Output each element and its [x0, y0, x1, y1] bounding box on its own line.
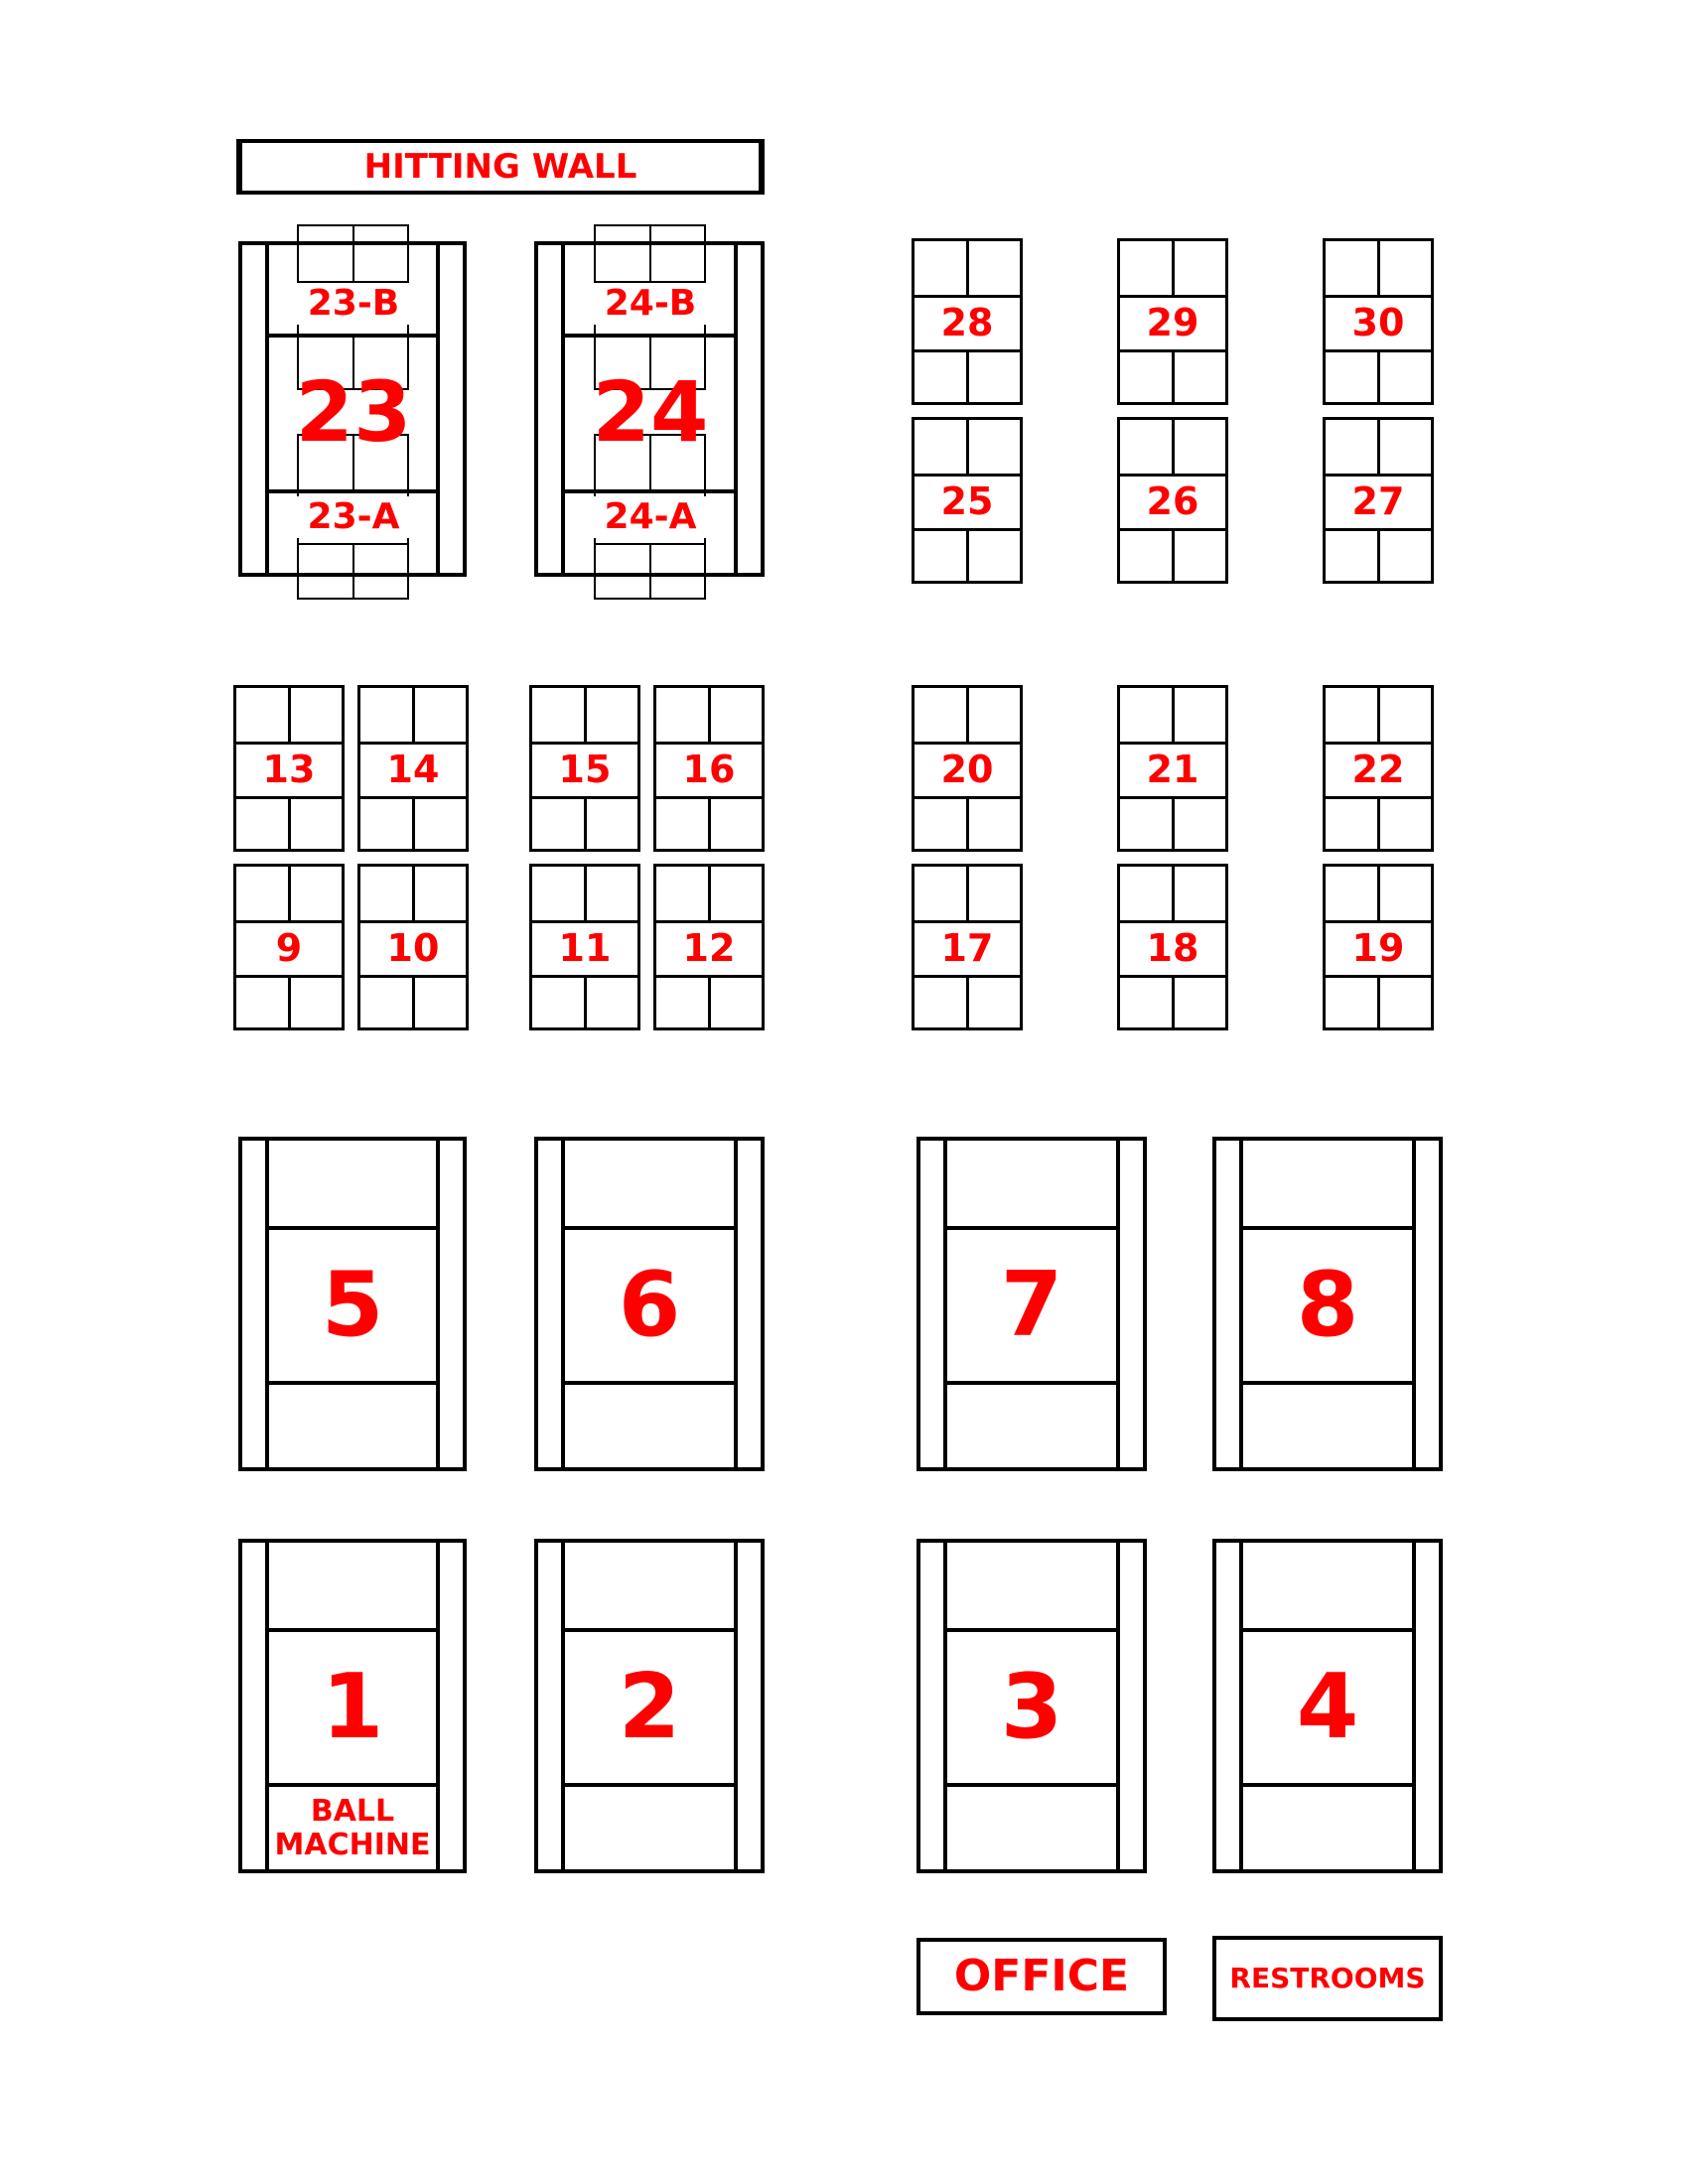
court-20-label: 20: [940, 748, 994, 791]
center-line: [1172, 977, 1175, 1030]
court-3[interactable]: [916, 1539, 1147, 1873]
court-28[interactable]: [912, 238, 1023, 405]
alley-right: [734, 1141, 761, 1467]
court-3-label: 3: [1000, 1655, 1063, 1759]
center-line: [649, 226, 651, 281]
court-29[interactable]: [1117, 238, 1228, 405]
service-line-bottom: [1243, 1783, 1412, 1787]
center-line: [1377, 420, 1380, 474]
court-7-label: 7: [1000, 1253, 1063, 1357]
center-line: [1377, 867, 1380, 920]
service-line-bottom: [947, 1783, 1116, 1787]
center-line: [1377, 798, 1380, 852]
center-line: [584, 688, 587, 742]
service-line-bottom: [565, 1381, 734, 1385]
center-line: [708, 977, 711, 1030]
service-line-bottom: [269, 1783, 436, 1787]
court-17[interactable]: [912, 864, 1023, 1030]
alley-left: [538, 1141, 565, 1467]
kitchen-line-bottom: [1326, 528, 1431, 531]
court-10[interactable]: [357, 864, 469, 1030]
center-line: [966, 530, 969, 584]
court-14[interactable]: [357, 685, 469, 852]
center-line: [966, 351, 969, 405]
court-26[interactable]: [1117, 417, 1228, 584]
center-line: [966, 977, 969, 1030]
center-line: [352, 226, 354, 281]
center-line: [1172, 530, 1175, 584]
restrooms-label: RESTROOMS: [1229, 1962, 1426, 1994]
court-7[interactable]: [916, 1137, 1147, 1471]
court-21-label: 21: [1146, 748, 1199, 791]
court-22-label: 22: [1351, 748, 1405, 791]
center-line: [352, 545, 354, 600]
court-5[interactable]: [238, 1137, 467, 1471]
alley-left: [920, 1543, 947, 1869]
court-26-label: 26: [1146, 479, 1199, 523]
court-19[interactable]: [1323, 864, 1434, 1030]
alley-left: [1216, 1543, 1243, 1869]
center-line: [1377, 351, 1380, 405]
court-8[interactable]: [1212, 1137, 1443, 1471]
alley-right: [734, 245, 761, 573]
alley-right: [734, 1543, 761, 1869]
center-line: [584, 977, 587, 1030]
center-line: [1172, 351, 1175, 405]
center-line: [412, 798, 415, 852]
center-line: [288, 977, 291, 1030]
alley-right: [1412, 1141, 1439, 1467]
service-line-bottom: [947, 1381, 1116, 1385]
center-line: [412, 867, 415, 920]
center-line: [1172, 688, 1175, 742]
alley-left: [1216, 1141, 1243, 1467]
center-line: [584, 798, 587, 852]
court-16[interactable]: [653, 685, 765, 852]
court-20[interactable]: [912, 685, 1023, 852]
ball-machine-line-2: MACHINE: [274, 1828, 431, 1862]
court-21[interactable]: [1117, 685, 1228, 852]
center-line: [966, 688, 969, 742]
center-line: [708, 867, 711, 920]
restrooms-sign[interactable]: [1212, 1936, 1443, 2021]
kitchen-line-bottom: [532, 796, 637, 799]
service-line-bottom: [565, 1783, 734, 1787]
kitchen-line-bottom: [1326, 796, 1431, 799]
kitchen-line-bottom: [236, 975, 342, 978]
court-13-label: 13: [262, 748, 316, 791]
court-11[interactable]: [529, 864, 640, 1030]
alley-left: [538, 245, 565, 573]
ball-machine-label: [269, 1789, 436, 1868]
center-line: [1172, 867, 1175, 920]
court-1-label: 1: [321, 1655, 384, 1759]
kitchen-line-bottom: [656, 796, 762, 799]
alley-right: [436, 1141, 463, 1467]
court-27[interactable]: [1323, 417, 1434, 584]
court-18-label: 18: [1146, 926, 1199, 970]
service-line-bottom: [269, 1381, 436, 1385]
court-22[interactable]: [1323, 685, 1434, 852]
court-10-label: 10: [386, 926, 440, 970]
court-25[interactable]: [912, 417, 1023, 584]
center-line: [1377, 977, 1380, 1030]
court-24-label: 24: [592, 363, 709, 461]
court-28-label: 28: [940, 301, 994, 344]
court-2[interactable]: [534, 1539, 765, 1873]
center-line: [412, 688, 415, 742]
court-17-label: 17: [940, 926, 994, 970]
alley-right: [436, 1543, 463, 1869]
center-line: [584, 867, 587, 920]
center-line: [649, 545, 651, 600]
court-23-label: 23: [295, 363, 412, 461]
kitchen-line-bottom: [299, 334, 407, 336]
kitchen-line-bottom: [1120, 796, 1225, 799]
kitchen-line-bottom: [656, 975, 762, 978]
kitchen-line-bottom: [1120, 528, 1225, 531]
alley-right: [1412, 1543, 1439, 1869]
court-15-label: 15: [558, 748, 612, 791]
alley-left: [242, 245, 269, 573]
alley-left: [538, 1543, 565, 1869]
alley-right: [1116, 1141, 1143, 1467]
court-6-label: 6: [618, 1253, 681, 1357]
center-line: [1377, 688, 1380, 742]
court-12-label: 12: [682, 926, 736, 970]
center-line: [708, 688, 711, 742]
kitchen-line-bottom: [360, 975, 466, 978]
alley-right: [436, 245, 463, 573]
center-line: [288, 688, 291, 742]
kitchen-line-bottom: [1120, 975, 1225, 978]
center-line: [288, 867, 291, 920]
court-25-label: 25: [940, 479, 994, 523]
kitchen-line-bottom: [1120, 349, 1225, 352]
center-line: [288, 798, 291, 852]
court-24-b-label: 24-B: [585, 283, 716, 325]
hitting-wall-label: HITTING WALL: [363, 147, 637, 187]
court-5-label: 5: [321, 1253, 384, 1357]
kitchen-line-top: [596, 490, 704, 492]
center-line: [966, 420, 969, 474]
court-11-label: 11: [558, 926, 612, 970]
court-23-b-label: 23-B: [288, 283, 419, 325]
kitchen-line-bottom: [532, 975, 637, 978]
kitchen-line-top: [299, 490, 407, 492]
court-4-label: 4: [1296, 1655, 1359, 1759]
kitchen-line-bottom: [299, 543, 407, 545]
center-line: [966, 241, 969, 295]
alley-left: [920, 1141, 947, 1467]
kitchen-line-bottom: [236, 796, 342, 799]
center-line: [966, 798, 969, 852]
court-24-a-label: 24-A: [585, 496, 716, 538]
court-30[interactable]: [1323, 238, 1434, 405]
court-18[interactable]: [1117, 864, 1228, 1030]
court-12[interactable]: [653, 864, 765, 1030]
kitchen-line-bottom: [596, 334, 704, 336]
kitchen-line-bottom: [914, 975, 1020, 978]
center-line: [1172, 798, 1175, 852]
center-line: [1377, 530, 1380, 584]
court-2-label: 2: [618, 1655, 681, 1759]
center-line: [708, 798, 711, 852]
court-27-label: 27: [1351, 479, 1405, 523]
court-23-a-label: 23-A: [288, 496, 419, 538]
court-30-label: 30: [1351, 301, 1405, 344]
court-6[interactable]: [534, 1137, 765, 1471]
office-sign[interactable]: [916, 1938, 1167, 2015]
office-label: OFFICE: [953, 1951, 1130, 2001]
center-line: [966, 867, 969, 920]
court-1[interactable]: [238, 1539, 467, 1873]
court-29-label: 29: [1146, 301, 1199, 344]
kitchen-line-bottom: [1326, 349, 1431, 352]
court-16-label: 16: [682, 748, 736, 791]
center-line: [1172, 241, 1175, 295]
ball-machine-line-1: BALL: [310, 1794, 395, 1829]
court-19-label: 19: [1351, 926, 1405, 970]
center-line: [1377, 241, 1380, 295]
alley-left: [242, 1141, 269, 1467]
court-14-label: 14: [386, 748, 440, 791]
court-13[interactable]: [233, 685, 345, 852]
kitchen-line-bottom: [1326, 975, 1431, 978]
kitchen-line-bottom: [914, 528, 1020, 531]
center-line: [412, 977, 415, 1030]
kitchen-line-bottom: [914, 796, 1020, 799]
kitchen-line-bottom: [360, 796, 466, 799]
court-9-label: 9: [275, 926, 303, 970]
court-4[interactable]: [1212, 1539, 1443, 1873]
service-line-bottom: [1243, 1381, 1412, 1385]
alley-right: [1116, 1543, 1143, 1869]
court-8-label: 8: [1296, 1253, 1359, 1357]
court-9[interactable]: [233, 864, 345, 1030]
center-line: [1172, 420, 1175, 474]
court-15[interactable]: [529, 685, 640, 852]
kitchen-line-bottom: [596, 543, 704, 545]
alley-left: [242, 1543, 269, 1869]
kitchen-line-bottom: [914, 349, 1020, 352]
